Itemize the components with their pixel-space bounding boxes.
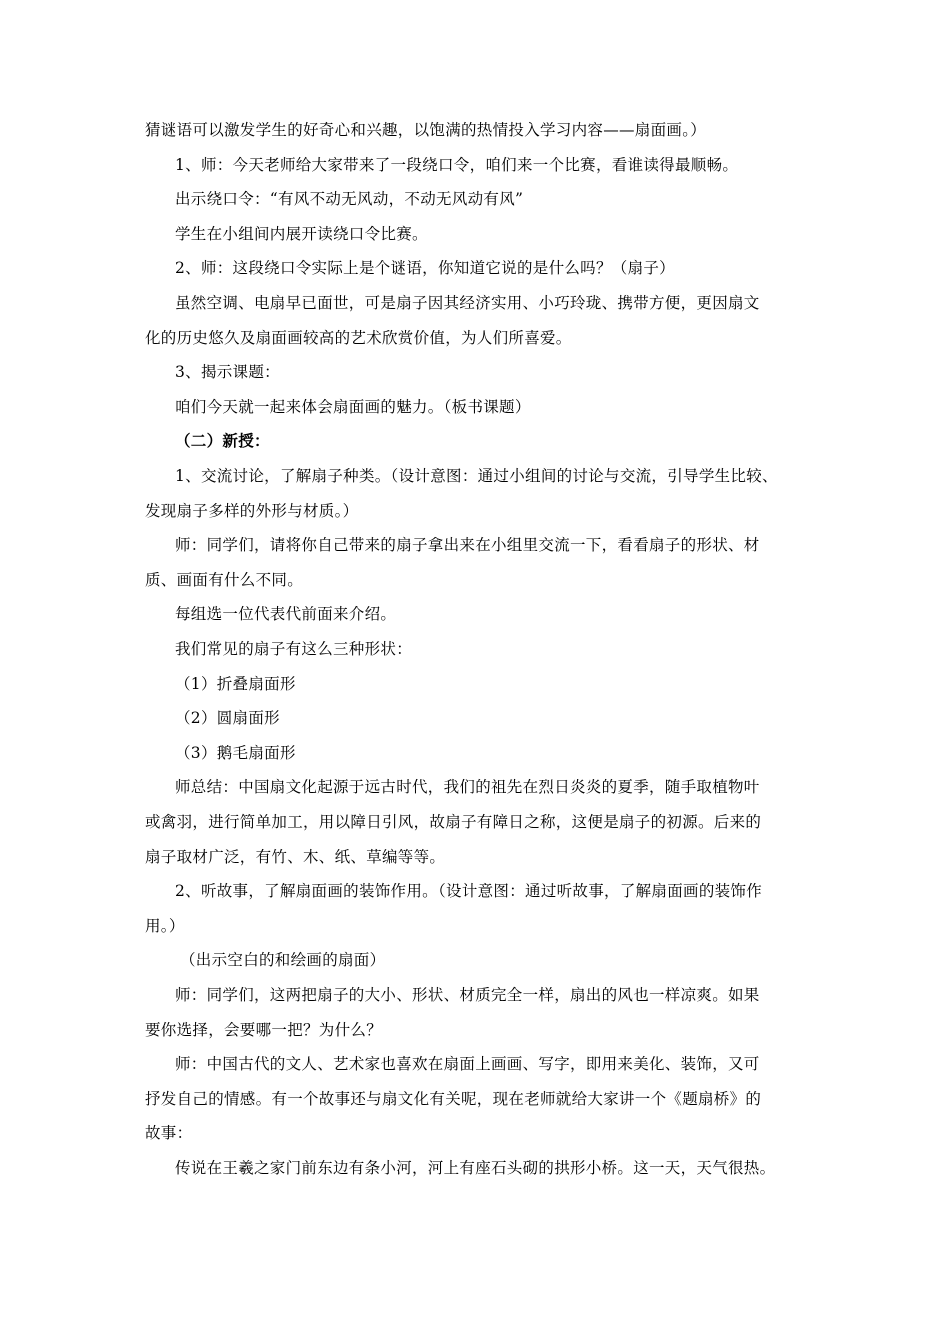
- text-line-22: 扇子取材广泛，有竹、木、纸、草编等等。: [145, 848, 446, 866]
- text-line-14: 质、画面有什么不同。: [145, 571, 304, 589]
- text-line-28: 师：中国古代的文人、艺术家也喜欢在扇面上画画、写字，即用来美化、装饰，又可: [175, 1055, 760, 1073]
- text-line-29: 抒发自己的情感。有一个故事还与扇文化有关呢，现在老师就给大家讲一个《题扇桥》的: [145, 1090, 762, 1108]
- text-line-6: 虽然空调、电扇早已面世，可是扇子因其经济实用、小巧玲珑、携带方便，更因扇文: [175, 294, 760, 312]
- text-line-2: 1、师：今天老师给大家带来了一段绕口令，咱们来一个比赛，看谁读得最顺畅。: [175, 156, 739, 174]
- text-line-11: 1、交流讨论，了解扇子种类。（设计意图：通过小组间的讨论与交流，引导学生比较、: [175, 467, 778, 485]
- text-line-21: 或禽羽，进行简单加工，用以障日引风，故扇子有障日之称，这便是扇子的初源。后来的: [145, 813, 762, 831]
- text-line-20: 师总结：中国扇文化起源于远古时代，我们的祖先在烈日炎炎的夏季，随手取植物叶: [175, 778, 760, 796]
- section-heading: （二）新授：: [175, 431, 270, 450]
- text-line-23: 2、听故事，了解扇面画的装饰作用。（设计意图：通过听故事，了解扇面画的装饰作: [175, 882, 763, 900]
- text-line-7: 化的历史悠久及扇面画较高的艺术欣赏价值，为人们所喜爱。: [145, 329, 572, 347]
- text-line-3: 出示绕口令：“有风不动无风动，不动无风动有风”: [175, 190, 524, 208]
- text-line-4: 学生在小组间内展开读绕口令比赛。: [175, 225, 428, 243]
- text-line-31: 传说在王羲之家门前东边有条小河，河上有座石头砌的拱形小桥。这一天，天气很热。: [175, 1159, 776, 1177]
- text-line-24: 用。）: [145, 917, 185, 935]
- text-line-8: 3、揭示课题：: [175, 363, 280, 381]
- text-line-15: 每组选一位代表代前面来介绍。: [175, 605, 397, 623]
- text-line-26: 师：同学们，这两把扇子的大小、形状、材质完全一样，扇出的风也一样凉爽。如果: [175, 986, 760, 1004]
- text-line-5: 2、师：这段绕口令实际上是个谜语，你知道它说的是什么吗？（扇子）: [175, 259, 675, 277]
- text-line-27: 要你选择，会要哪一把？为什么？: [145, 1021, 383, 1039]
- text-line-9: 咱们今天就一起来体会扇面画的魅力。（板书课题）: [175, 398, 531, 416]
- list-item-3: （3）鹅毛扇面形: [175, 744, 296, 762]
- text-line-16: 我们常见的扇子有这么三种形状：: [175, 640, 413, 658]
- list-item-1: （1）折叠扇面形: [175, 675, 296, 693]
- text-line-30: 故事：: [145, 1124, 193, 1142]
- list-item-2: （2）圆扇面形: [175, 709, 280, 727]
- text-line-12: 发现扇子多样的外形与材质。）: [145, 502, 359, 520]
- text-line-25: （出示空白的和绘画的扇面）: [180, 951, 386, 969]
- text-line-13: 师：同学们，请将你自己带来的扇子拿出来在小组里交流一下，看看扇子的形状、材: [175, 536, 760, 554]
- text-line-1: 猜谜语可以激发学生的好奇心和兴趣，以饱满的热情投入学习内容——扇面画。）: [145, 121, 707, 139]
